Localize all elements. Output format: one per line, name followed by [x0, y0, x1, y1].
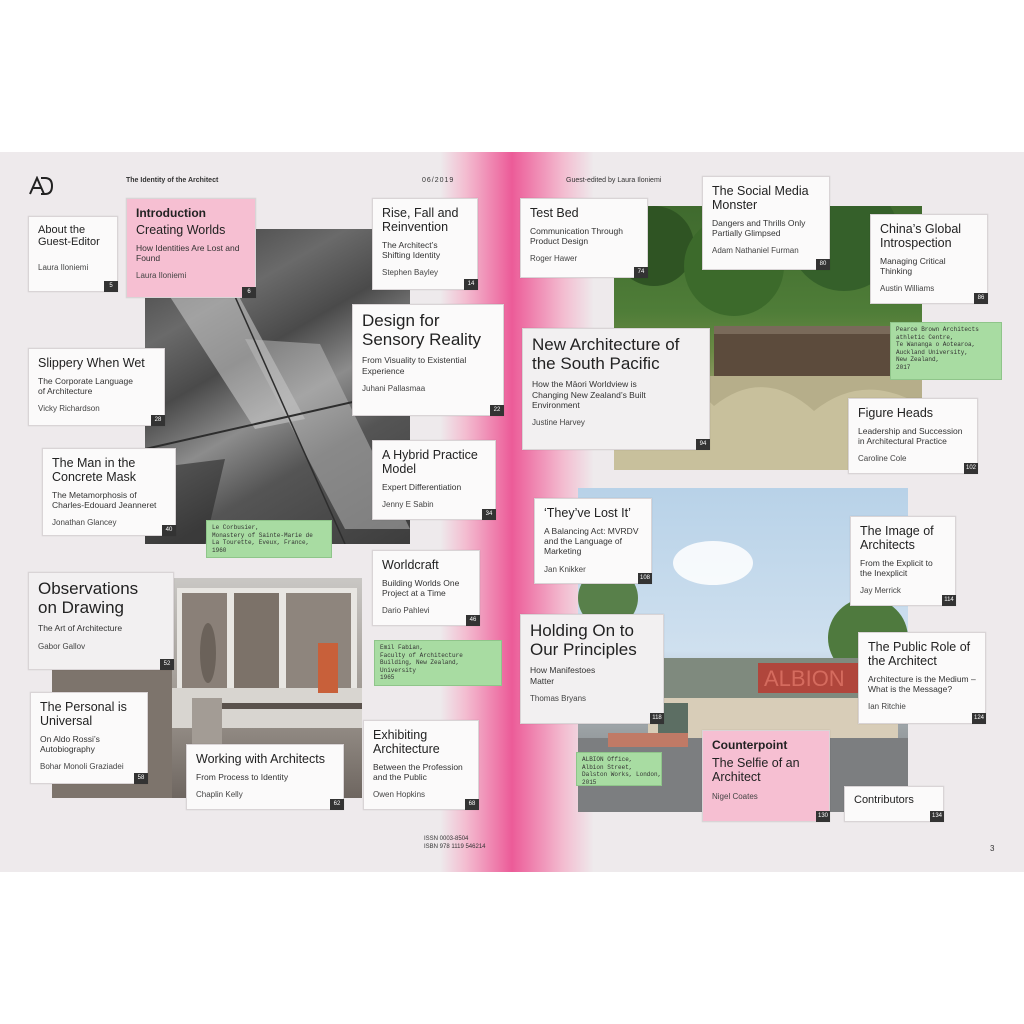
- card-kicker: Introduction: [136, 206, 206, 220]
- page-number: 94: [696, 439, 710, 450]
- card-subtitle: How Manifestoes Matter: [530, 665, 596, 686]
- page-number: 80: [816, 259, 830, 270]
- page-number: 14: [464, 279, 478, 290]
- page-number: 52: [160, 659, 174, 670]
- card-about-guest-editor[interactable]: [28, 216, 118, 292]
- card-author: Jonathan Glancey: [52, 518, 117, 528]
- page-number: 74: [634, 267, 648, 278]
- card-title: The Man in the Concrete Mask: [52, 456, 137, 484]
- card-author: Jenny E Sabin: [382, 500, 434, 510]
- card-title: Worldcraft: [382, 558, 439, 572]
- card-title: Holding On to Our Principles: [530, 621, 637, 659]
- card-author: Jan Knikker: [544, 564, 586, 574]
- card-author: Thomas Bryans: [530, 693, 587, 703]
- card-exhibiting-architecture[interactable]: [363, 720, 479, 810]
- left-page: [0, 152, 512, 872]
- card-title: Design for Sensory Reality: [362, 311, 482, 349]
- card-author: Bohar Monoli Graziadei: [40, 762, 124, 772]
- card-author: Ian Ritchie: [868, 702, 906, 712]
- caption-faculty: Emil Fabian, Faculty of Architecture Building, New Zealand, University 1965: [374, 640, 502, 686]
- page-number: 86: [974, 293, 988, 304]
- card-contributors[interactable]: [844, 786, 944, 822]
- caption-corbusier: Le Corbusier, Monastery of Sainte-Marie de La Tourette, Eveux, France, 1960: [206, 520, 332, 558]
- folio-page-number: 3: [990, 844, 995, 853]
- card-subtitle: Dangers and Thrills Only Partially Glimpsed: [712, 218, 806, 239]
- card-design-sensory[interactable]: [352, 304, 504, 416]
- page-number: 46: [466, 615, 480, 626]
- card-title: China’s Global Introspection: [880, 222, 962, 250]
- card-title: About the Guest-Editor: [38, 224, 100, 249]
- page-number: 102: [964, 463, 978, 474]
- page-number: 62: [330, 799, 344, 810]
- card-author: Owen Hopkins: [373, 790, 426, 800]
- page-number: 34: [482, 509, 496, 520]
- card-title: Working with Architects: [196, 752, 325, 766]
- caption-albion: ALBION Office, Albion Street, Dalston Works, London, 2015: [576, 752, 662, 786]
- card-subtitle: The Architect’s Shifting Identity: [382, 240, 441, 261]
- card-author: Austin Williams: [880, 284, 935, 294]
- page-number: 40: [162, 525, 176, 536]
- card-subtitle: A Balancing Act: MVRDV and the Language of Marketing: [544, 526, 639, 557]
- card-subtitle: Leadership and Succession in Architectural Practice: [858, 426, 963, 447]
- card-theyve-lost-it[interactable]: [534, 498, 652, 584]
- card-subtitle: Communication Through Product Design: [530, 226, 623, 247]
- card-subtitle: From Process to Identity: [196, 772, 289, 782]
- page-number: 6: [242, 287, 256, 298]
- card-author: Roger Hawer: [530, 254, 578, 264]
- card-kicker: Counterpoint: [712, 738, 788, 752]
- card-title: Creating Worlds: [136, 223, 226, 237]
- page-number: 68: [465, 799, 479, 810]
- card-author: Caroline Cole: [858, 454, 907, 464]
- card-author: Gabor Gallov: [38, 641, 86, 651]
- page-number: 130: [816, 811, 830, 822]
- card-author: Stephen Bayley: [382, 268, 439, 278]
- issn-line-2: ISBN 978 1119 546214: [424, 844, 486, 850]
- card-personal-universal[interactable]: [30, 692, 148, 784]
- card-title: Contributors: [854, 794, 914, 806]
- card-man-in-mask[interactable]: [42, 448, 176, 536]
- card-title: Figure Heads: [858, 406, 934, 420]
- card-subtitle: Architecture is the Medium – What is the Message?: [868, 674, 976, 695]
- card-author: Dario Pahlevi: [382, 606, 430, 616]
- card-holding-on-principles[interactable]: [520, 614, 664, 724]
- card-subtitle: How the Māori Worldview is Changing New Zealand’s Built Environment: [532, 379, 646, 410]
- page-number: 134: [930, 811, 944, 822]
- card-subtitle: Managing Critical Thinking: [880, 256, 946, 277]
- card-figure-heads[interactable]: [848, 398, 978, 474]
- card-author: Juhani Pallasmaa: [362, 383, 426, 393]
- card-worldcraft[interactable]: [372, 550, 480, 626]
- card-subtitle: The Art of Architecture: [38, 623, 123, 634]
- card-author: Laura Iloniemi: [38, 262, 89, 272]
- card-rise-fall[interactable]: [372, 198, 478, 290]
- svg-text:ALBION: ALBION: [764, 666, 845, 691]
- card-subtitle: Building Worlds One Project at a Time: [382, 578, 460, 599]
- card-social-media-monster[interactable]: [702, 176, 830, 270]
- card-title: The Public Role of the Architect: [868, 640, 971, 668]
- card-subtitle: From the Explicit to the Inexplicit: [860, 558, 933, 579]
- card-image-of-architects[interactable]: [850, 516, 956, 606]
- card-title: The Social Media Monster: [712, 184, 809, 212]
- card-new-architecture-south-pacific[interactable]: [522, 328, 710, 450]
- header-issue: 06/2019: [422, 177, 455, 184]
- card-introduction[interactable]: [126, 198, 256, 298]
- card-title: New Architecture of the South Pacific: [532, 335, 680, 373]
- card-title: A Hybrid Practice Model: [382, 448, 478, 476]
- card-subtitle: The Metamorphosis of Charles-Edouard Jeanneret: [52, 490, 157, 511]
- page-number: 5: [104, 281, 118, 292]
- card-author: Laura Iloniemi: [136, 271, 187, 281]
- header-right-title: Guest-edited by Laura Iloniemi: [566, 177, 662, 184]
- card-author: Jay Merrick: [860, 586, 901, 596]
- card-author: Vicky Richardson: [38, 404, 100, 414]
- magazine-spread: [0, 152, 1024, 872]
- ad-logo: [28, 176, 54, 196]
- page-number: 114: [942, 595, 956, 606]
- card-title: ‘They’ve Lost It’: [544, 506, 631, 520]
- card-subtitle: Between the Profession and the Public: [373, 762, 463, 783]
- card-author: Chaplin Kelly: [196, 790, 243, 800]
- card-subtitle: How Identities Are Lost and Found: [136, 243, 240, 264]
- card-author: Justine Harvey: [532, 417, 585, 427]
- card-title: Observations on Drawing: [38, 579, 139, 617]
- issn-line-1: ISSN 0003-8504: [424, 836, 469, 842]
- card-author: Nigel Coates: [712, 792, 758, 801]
- right-page: [512, 152, 1024, 872]
- page-number: 118: [650, 713, 664, 724]
- card-subtitle: Expert Differentiation: [382, 482, 462, 492]
- page-number: 108: [638, 573, 652, 584]
- card-subtitle: On Aldo Rossi’s Autobiography: [40, 734, 100, 755]
- page-number: 124: [972, 713, 986, 724]
- card-title: The Selfie of an Architect: [712, 756, 800, 784]
- card-public-role[interactable]: [858, 632, 986, 724]
- card-author: Adam Nathaniel Furman: [712, 246, 799, 256]
- page-number: 28: [151, 415, 165, 426]
- card-counterpoint[interactable]: [702, 730, 830, 822]
- page-number: 58: [134, 773, 148, 784]
- card-observations-drawing[interactable]: [28, 572, 174, 670]
- card-slippery-when-wet[interactable]: [28, 348, 165, 426]
- card-title: Slippery When Wet: [38, 356, 145, 370]
- card-title: Exhibiting Architecture: [373, 728, 440, 756]
- card-working-with-architects[interactable]: [186, 744, 344, 810]
- card-subtitle: From Visuality to Existential Experience: [362, 355, 467, 376]
- card-china-global[interactable]: [870, 214, 988, 304]
- card-subtitle: The Corporate Language of Architecture: [38, 376, 133, 397]
- card-test-bed[interactable]: [520, 198, 648, 278]
- header-left-title: The Identity of the Architect: [126, 177, 219, 184]
- card-title: The Image of Architects: [860, 524, 934, 552]
- card-title: Rise, Fall and Reinvention: [382, 206, 459, 234]
- card-title: The Personal is Universal: [40, 700, 127, 728]
- card-title: Test Bed: [530, 206, 579, 220]
- caption-kyoto: Pearce Brown Architects athletic Centre, Te Wananga o Aotearoa, Auckland University, New Zealand, 2017: [890, 322, 1002, 380]
- card-hybrid-practice[interactable]: [372, 440, 496, 520]
- page-number: 22: [490, 405, 504, 416]
